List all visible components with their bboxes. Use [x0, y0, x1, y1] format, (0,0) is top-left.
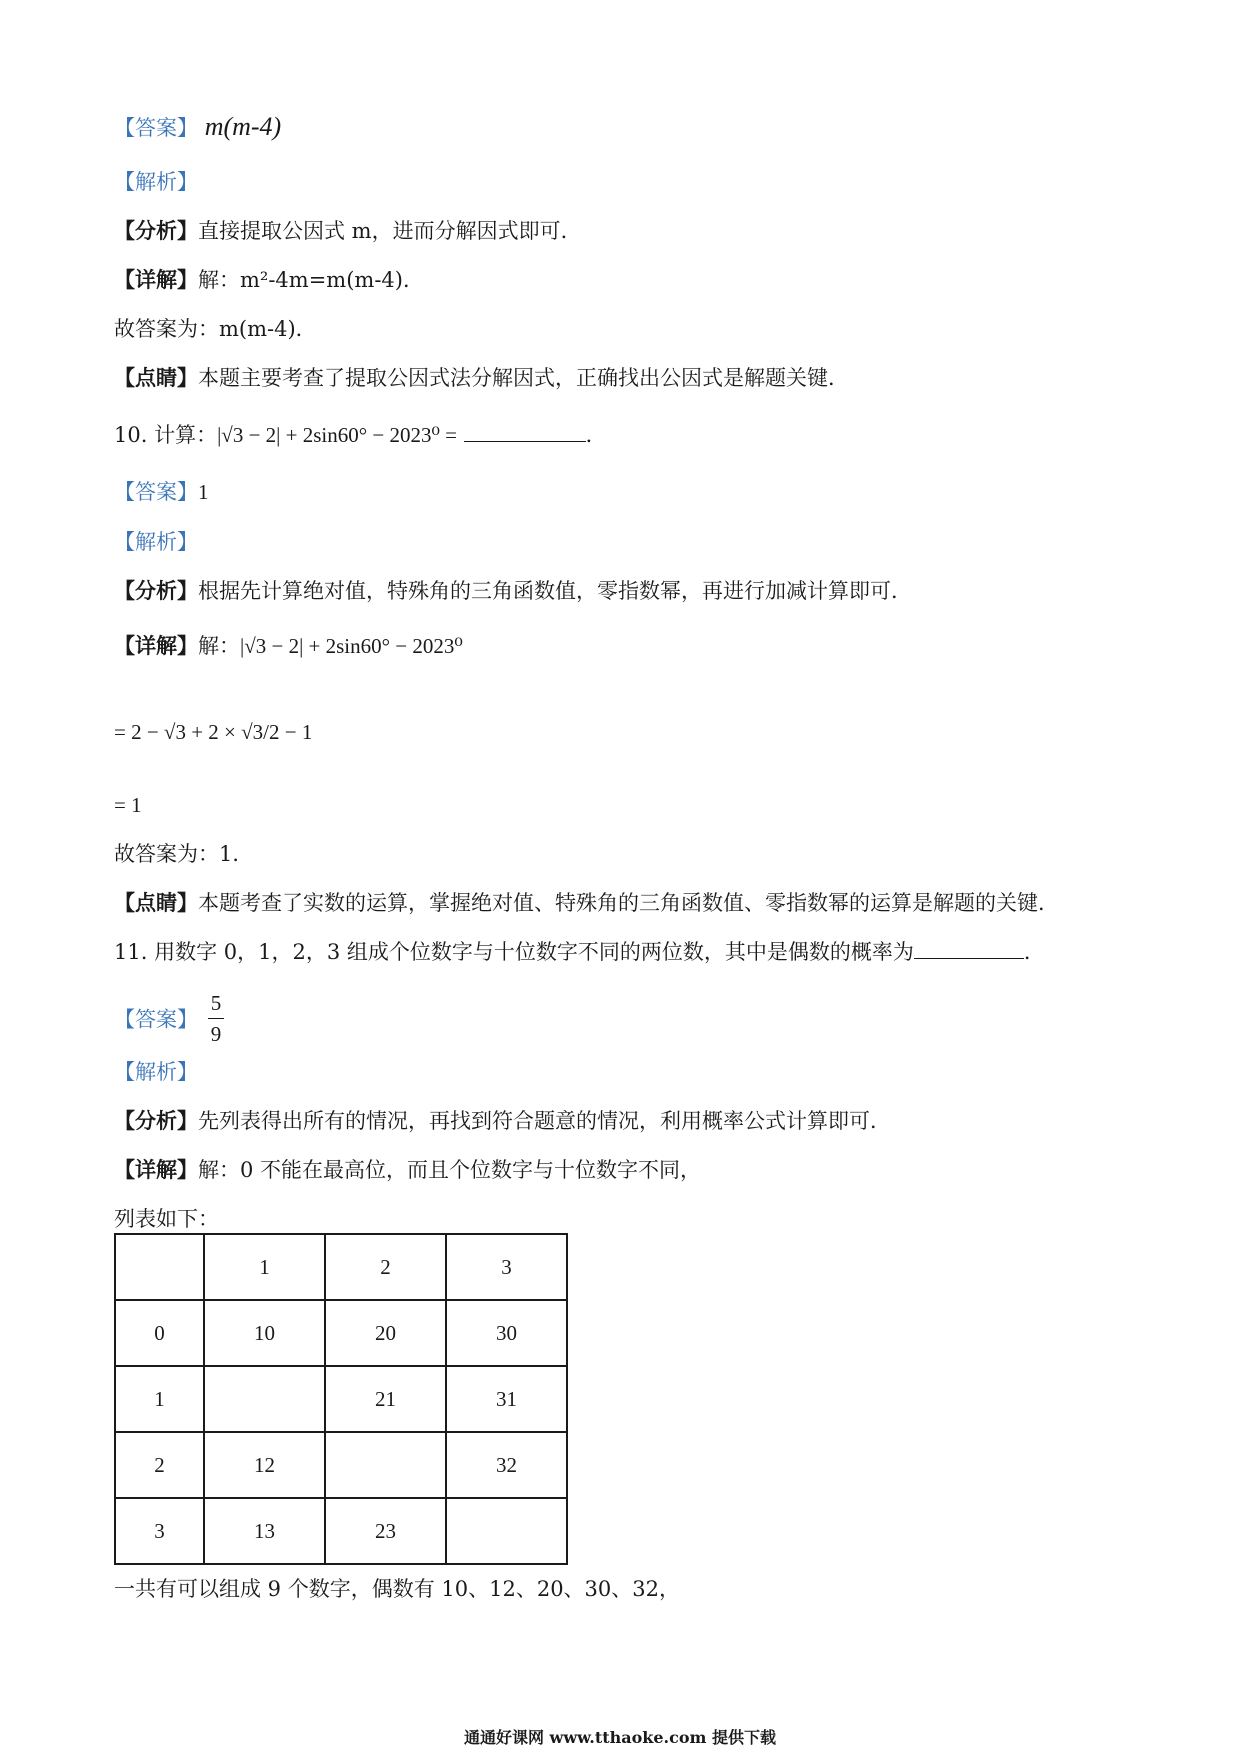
- question-number: 10.: [114, 423, 148, 447]
- q11-list-intro: 列表如下：: [114, 1207, 219, 1231]
- question-number: 11.: [114, 940, 148, 964]
- q11-summary: 一共有可以组成 9 个数字，偶数有 10、12、20、30、32，: [114, 1577, 680, 1601]
- xiangjie-text: 解：0 不能在最高位，而且个位数字与十位数字不同，: [198, 1158, 702, 1182]
- table-cell: 20: [325, 1300, 446, 1366]
- table-row: [115, 1432, 567, 1498]
- q9-conclusion: 故答案为：m(m-4)．: [114, 317, 317, 341]
- fraction-denominator: 9: [210, 1022, 222, 1046]
- table-header-row: [115, 1234, 567, 1300]
- table-row: [115, 1300, 567, 1366]
- step-2: = 2 − √3 + 2 × √3/2 − 1: [114, 720, 313, 744]
- table-cell: 1: [115, 1366, 204, 1432]
- table-cell: 23: [325, 1498, 446, 1564]
- dianjing-tag: 【点睛】: [114, 890, 198, 915]
- table-cell: 12: [204, 1432, 325, 1498]
- question-prompt: 用数字 0，1，2，3 组成个位数字与十位数字不同的两位数，其中是偶数的概率为: [154, 940, 914, 964]
- answer-expression: m(m-4): [204, 112, 282, 141]
- question-prompt: 计算：: [154, 423, 218, 447]
- q11-question: 11. 用数字 0，1，2，3 组成个位数字与十位数字不同的两位数，其中是偶数的概率为 ．: [114, 940, 1045, 964]
- q9-xiangjie: [114, 265, 424, 295]
- table-cell: 3: [446, 1234, 567, 1300]
- table-cell: [204, 1366, 325, 1432]
- table-cell: [325, 1432, 446, 1498]
- dianjing-text: 本题主要考查了提取公因式法分解因式，正确找出公因式是解题关键．: [198, 366, 849, 390]
- q9-analysis-tag: 【解析】: [114, 170, 198, 194]
- q10-fenxi: [114, 576, 912, 606]
- q11-fenxi: [114, 1106, 891, 1136]
- xiangjie-text: 解：m²-4m=m(m-4)．: [198, 268, 424, 292]
- fenxi-tag: 【分析】: [114, 218, 198, 243]
- table-row: [115, 1366, 567, 1432]
- q11-xiangjie: [114, 1155, 701, 1185]
- table-cell: [115, 1234, 204, 1300]
- table-cell: 0: [115, 1300, 204, 1366]
- table-cell: 3: [115, 1498, 204, 1564]
- q11-analysis-tag: 【解析】: [114, 1060, 198, 1084]
- question-expression: |√3 − 2| + 2sin60° − 2023⁰ =: [217, 423, 457, 447]
- q10-analysis-tag: 【解析】: [114, 530, 198, 554]
- fenxi-text: 根据先计算绝对值，特殊角的三角函数值，零指数幂，再进行加减计算即可．: [198, 579, 912, 603]
- xiangjie-tag: 【详解】: [114, 633, 198, 658]
- answer-blank: [464, 423, 586, 442]
- q10-conclusion: 故答案为：1．: [114, 842, 254, 866]
- page-footer: 通通好课网 www.tthaoke.com 提供下载: [463, 1728, 777, 1747]
- q9-answer-line: [114, 112, 281, 143]
- fenxi-tag: 【分析】: [114, 1108, 198, 1133]
- q10-xiangjie: [114, 631, 463, 661]
- answer-blank: [914, 940, 1024, 959]
- table-cell: 10: [204, 1300, 325, 1366]
- table-cell: 1: [204, 1234, 325, 1300]
- fenxi-text: 先列表得出所有的情况，再找到符合题意的情况，利用概率公式计算即可．: [198, 1109, 891, 1133]
- fenxi-text: 直接提取公因式 m，进而分解因式即可．: [198, 219, 582, 243]
- q10-question: 10. 计算：|√3 − 2| + 2sin60° − 2023⁰ = ．: [114, 423, 607, 447]
- dianjing-tag: 【点睛】: [114, 365, 198, 390]
- table-cell: [446, 1498, 567, 1564]
- fraction-numerator: 5: [208, 988, 225, 1019]
- digits-table: [114, 1233, 568, 1565]
- q10-answer-line: [114, 477, 209, 507]
- step-1: |√3 − 2| + 2sin60° − 2023⁰: [240, 634, 463, 658]
- table-cell: 30: [446, 1300, 567, 1366]
- step-3: = 1: [114, 793, 142, 817]
- xiangjie-lead: 解：: [198, 634, 240, 658]
- answer-tag: 【答案】: [114, 1007, 198, 1032]
- answer-tag: 【答案】: [114, 480, 198, 504]
- table-row: [115, 1498, 567, 1564]
- table-cell: 2: [325, 1234, 446, 1300]
- table-cell: 21: [325, 1366, 446, 1432]
- dianjing-text: 本题考查了实数的运算，掌握绝对值、特殊角的三角函数值、零指数幂的运算是解题的关键．: [198, 891, 1059, 915]
- table-cell: 32: [446, 1432, 567, 1498]
- answer-fraction: [208, 988, 225, 1049]
- table-cell: 2: [115, 1432, 204, 1498]
- table-cell: 31: [446, 1366, 567, 1432]
- q9-fenxi: [114, 216, 582, 246]
- q9-dianjing: [114, 363, 849, 393]
- xiangjie-tag: 【详解】: [114, 267, 198, 292]
- answer-tag: 【答案】: [114, 116, 198, 140]
- table-cell: 13: [204, 1498, 325, 1564]
- q11-answer-line: [114, 988, 227, 1049]
- q10-dianjing: [114, 888, 1059, 918]
- fenxi-tag: 【分析】: [114, 578, 198, 603]
- xiangjie-tag: 【详解】: [114, 1157, 198, 1182]
- answer-value: 1: [198, 480, 209, 504]
